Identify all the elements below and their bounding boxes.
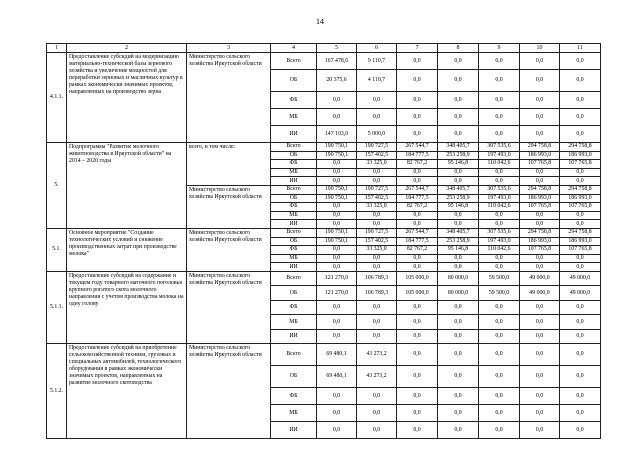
- amount-cell: 105 000,0: [397, 271, 438, 286]
- amount-cell: 33 325,0: [357, 246, 397, 255]
- amount-cell: 190 727,5: [357, 185, 397, 194]
- column-header: 4: [271, 44, 317, 53]
- amount-cell: 0,0: [520, 126, 560, 143]
- column-header: 8: [438, 44, 479, 53]
- amount-cell: 0,0: [479, 263, 520, 272]
- amount-cell: 0,0: [520, 366, 560, 388]
- amount-cell: 82 767,2: [397, 246, 438, 255]
- table-row: [47, 143, 601, 152]
- amount-cell: 0,0: [357, 263, 397, 272]
- amount-cell: 267 544,7: [397, 143, 438, 152]
- amount-cell: 0,0: [520, 92, 560, 109]
- amount-cell: 49 000,0: [520, 271, 560, 286]
- amount-cell: 0,0: [397, 220, 438, 229]
- amount-cell: 0,0: [317, 168, 357, 177]
- amount-cell: 49 000,0: [560, 286, 601, 301]
- amount-cell: 4 110,7: [357, 70, 397, 92]
- funding-source-cell: Всего: [271, 271, 317, 286]
- amount-cell: 348 405,7: [438, 228, 479, 237]
- amount-cell: 0,0: [520, 388, 560, 405]
- amount-cell: 0,0: [520, 220, 560, 229]
- measure-name: Предоставление субсидий на приобретение сельскохозяйственной техники, грузовых и специальных автомобилей, технологического оборудования в рамках экономически значимых проектов, направленных на развитие молочного скотоводства: [67, 344, 187, 439]
- amount-cell: 190 750,1: [317, 194, 357, 203]
- amount-cell: 0,0: [397, 315, 438, 330]
- funding-source-cell: Всего: [271, 344, 317, 366]
- amount-cell: 0,0: [357, 177, 397, 186]
- funding-source-cell: МБ: [271, 109, 317, 126]
- funding-source-cell: ИИ: [271, 263, 317, 272]
- amount-cell: 106 789,3: [357, 286, 397, 301]
- amount-cell: 190 750,1: [317, 228, 357, 237]
- funding-source-cell: ОБ: [271, 366, 317, 388]
- funding-source-cell: ФБ: [271, 203, 317, 212]
- amount-cell: 190 750,1: [317, 185, 357, 194]
- amount-cell: 0,0: [560, 53, 601, 70]
- row-number: 5.1.: [47, 228, 67, 271]
- amount-cell: 110 042,6: [479, 160, 520, 169]
- amount-cell: 0,0: [438, 315, 479, 330]
- amount-cell: 0,0: [560, 405, 601, 422]
- amount-cell: 5 000,0: [357, 126, 397, 143]
- amount-cell: 184 777,5: [397, 194, 438, 203]
- amount-cell: 0,0: [520, 263, 560, 272]
- amount-cell: 0,0: [357, 168, 397, 177]
- amount-cell: 95 146,8: [438, 246, 479, 255]
- amount-cell: 267 544,7: [397, 228, 438, 237]
- amount-cell: 0,0: [438, 329, 479, 344]
- amount-cell: 0,0: [357, 211, 397, 220]
- amount-cell: 0,0: [317, 329, 357, 344]
- amount-cell: 0,0: [560, 329, 601, 344]
- amount-cell: 121 270,0: [317, 286, 357, 301]
- amount-cell: 186 993,0: [520, 151, 560, 160]
- amount-cell: 186 993,0: [560, 194, 601, 203]
- funding-source-cell: ИИ: [271, 177, 317, 186]
- column-header: 9: [479, 44, 520, 53]
- amount-cell: 0,0: [438, 109, 479, 126]
- table-row: [47, 344, 601, 366]
- amount-cell: 307 535,6: [479, 228, 520, 237]
- amount-cell: 0,0: [397, 388, 438, 405]
- amount-cell: 121 270,0: [317, 271, 357, 286]
- amount-cell: 294 758,8: [520, 185, 560, 194]
- amount-cell: 0,0: [357, 422, 397, 439]
- amount-cell: 0,0: [397, 126, 438, 143]
- amount-cell: 186 993,0: [560, 151, 601, 160]
- amount-cell: 9 110,7: [357, 53, 397, 70]
- amount-cell: 190 727,5: [357, 143, 397, 152]
- amount-cell: 0,0: [317, 254, 357, 263]
- funding-source-cell: ОБ: [271, 237, 317, 246]
- row-number: 4.1.1.: [47, 53, 67, 143]
- amount-cell: 0,0: [438, 126, 479, 143]
- funding-source-cell: МБ: [271, 254, 317, 263]
- amount-cell: 0,0: [438, 53, 479, 70]
- amount-cell: 82 767,2: [397, 203, 438, 212]
- measure-name: Предоставление субсидий на содержание и текущем году товарного маточного поголовья крупного рогатого скота молочного направления с учетом производства молока на одну голову: [67, 271, 187, 344]
- amount-cell: 82 767,2: [397, 160, 438, 169]
- amount-cell: 0,0: [520, 344, 560, 366]
- amount-cell: 110 042,6: [479, 246, 520, 255]
- amount-cell: 43 273,2: [357, 344, 397, 366]
- amount-cell: 0,0: [520, 300, 560, 315]
- amount-cell: 0,0: [438, 177, 479, 186]
- measure-name: Основное мероприятие "Создание технологических условий и снижение производственных затрат при производстве молока": [67, 228, 187, 271]
- amount-cell: 0,0: [357, 315, 397, 330]
- amount-cell: 0,0: [520, 315, 560, 330]
- amount-cell: 0,0: [560, 315, 601, 330]
- funding-source-cell: ФБ: [271, 246, 317, 255]
- amount-cell: 0,0: [438, 168, 479, 177]
- amount-cell: 0,0: [520, 177, 560, 186]
- column-header: 3: [187, 44, 271, 53]
- amount-cell: 0,0: [357, 405, 397, 422]
- amount-cell: 0,0: [560, 388, 601, 405]
- amount-cell: 43 273,2: [357, 366, 397, 388]
- amount-cell: 0,0: [438, 92, 479, 109]
- amount-cell: 0,0: [479, 220, 520, 229]
- amount-cell: 294 758,8: [560, 228, 601, 237]
- amount-cell: 20 375,6: [317, 70, 357, 92]
- amount-cell: 186 993,0: [520, 237, 560, 246]
- funding-source-cell: ФБ: [271, 92, 317, 109]
- amount-cell: 110 042,6: [479, 203, 520, 212]
- measure-name: Предоставление субсидий на модернизацию материально-технической базы зернового хозяйства и увеличение мощностей для переработки зерновых и масличных культур в рамках экономически значимых проектов, направленных на производство зерна: [67, 53, 187, 143]
- amount-cell: 0,0: [397, 109, 438, 126]
- table-row: [47, 271, 601, 286]
- funding-source-cell: ОБ: [271, 151, 317, 160]
- executor: Министерство сельского хозяйства Иркутской области: [187, 271, 271, 344]
- amount-cell: 307 535,6: [479, 185, 520, 194]
- amount-cell: 0,0: [317, 92, 357, 109]
- executor: всего, в том числе:: [187, 143, 271, 186]
- amount-cell: 0,0: [520, 70, 560, 92]
- amount-cell: 197 493,0: [479, 194, 520, 203]
- amount-cell: 0,0: [520, 109, 560, 126]
- amount-cell: 0,0: [560, 92, 601, 109]
- amount-cell: 0,0: [479, 177, 520, 186]
- funding-source-cell: ФБ: [271, 388, 317, 405]
- amount-cell: 0,0: [317, 160, 357, 169]
- amount-cell: 107 765,8: [520, 246, 560, 255]
- amount-cell: 0,0: [317, 300, 357, 315]
- amount-cell: 0,0: [479, 254, 520, 263]
- amount-cell: 0,0: [397, 344, 438, 366]
- amount-cell: 190 750,1: [317, 151, 357, 160]
- amount-cell: 0,0: [560, 168, 601, 177]
- amount-cell: 107 765,8: [560, 160, 601, 169]
- row-number: 5.1.2.: [47, 344, 67, 439]
- amount-cell: 0,0: [357, 220, 397, 229]
- amount-cell: 348 405,7: [438, 143, 479, 152]
- amount-cell: 253 258,9: [438, 194, 479, 203]
- amount-cell: 0,0: [317, 177, 357, 186]
- amount-cell: 49 000,0: [560, 271, 601, 286]
- amount-cell: 0,0: [357, 254, 397, 263]
- amount-cell: 0,0: [560, 300, 601, 315]
- amount-cell: 253 258,9: [438, 151, 479, 160]
- column-header: 6: [357, 44, 397, 53]
- amount-cell: 0,0: [479, 422, 520, 439]
- amount-cell: 0,0: [357, 109, 397, 126]
- amount-cell: 0,0: [479, 388, 520, 405]
- amount-cell: 106 789,3: [357, 271, 397, 286]
- amount-cell: 59 500,0: [479, 271, 520, 286]
- amount-cell: 0,0: [317, 220, 357, 229]
- amount-cell: 0,0: [520, 422, 560, 439]
- column-header: 11: [560, 44, 601, 53]
- amount-cell: 0,0: [479, 92, 520, 109]
- executor: Министерство сельского хозяйства Иркутской области: [187, 53, 271, 143]
- amount-cell: 33 325,0: [357, 203, 397, 212]
- table-row: [47, 53, 601, 70]
- amount-cell: 253 258,9: [438, 237, 479, 246]
- amount-cell: 0,0: [560, 263, 601, 272]
- column-header: 10: [520, 44, 560, 53]
- amount-cell: 0,0: [479, 366, 520, 388]
- amount-cell: 184 777,5: [397, 237, 438, 246]
- amount-cell: 0,0: [397, 70, 438, 92]
- amount-cell: 186 993,0: [560, 237, 601, 246]
- amount-cell: 0,0: [438, 70, 479, 92]
- amount-cell: 0,0: [479, 126, 520, 143]
- amount-cell: 107 765,8: [520, 203, 560, 212]
- amount-cell: 0,0: [560, 126, 601, 143]
- amount-cell: 0,0: [520, 329, 560, 344]
- amount-cell: 0,0: [438, 422, 479, 439]
- funding-source-cell: МБ: [271, 405, 317, 422]
- amount-cell: 0,0: [438, 211, 479, 220]
- amount-cell: 157 402,5: [357, 237, 397, 246]
- amount-cell: 0,0: [560, 344, 601, 366]
- funding-source-cell: ОБ: [271, 70, 317, 92]
- amount-cell: 0,0: [438, 263, 479, 272]
- amount-cell: 0,0: [317, 203, 357, 212]
- amount-cell: 190 750,1: [317, 143, 357, 152]
- amount-cell: 0,0: [479, 109, 520, 126]
- amount-cell: 294 758,8: [520, 143, 560, 152]
- measure-name: Подпрограмма "Развитие молочного животноводства в Иркутской области" на 2014 – 2020 годы: [67, 143, 187, 229]
- amount-cell: 0,0: [397, 211, 438, 220]
- amount-cell: 0,0: [397, 92, 438, 109]
- funding-source-cell: ОБ: [271, 286, 317, 301]
- amount-cell: 348 405,7: [438, 185, 479, 194]
- amount-cell: 0,0: [397, 168, 438, 177]
- amount-cell: 147 103,0: [317, 126, 357, 143]
- amount-cell: 0,0: [560, 211, 601, 220]
- amount-cell: 190 727,5: [357, 228, 397, 237]
- amount-cell: 0,0: [520, 211, 560, 220]
- executor: Министерство сельского хозяйства Иркутской области: [187, 228, 271, 271]
- amount-cell: 197 493,0: [479, 151, 520, 160]
- amount-cell: 69 480,1: [317, 344, 357, 366]
- amount-cell: 0,0: [479, 329, 520, 344]
- funding-source-cell: ИИ: [271, 220, 317, 229]
- amount-cell: 0,0: [317, 211, 357, 220]
- amount-cell: 0,0: [438, 254, 479, 263]
- amount-cell: 0,0: [479, 405, 520, 422]
- amount-cell: 0,0: [438, 366, 479, 388]
- funding-source-cell: ИИ: [271, 126, 317, 143]
- amount-cell: 267 544,7: [397, 185, 438, 194]
- amount-cell: 0,0: [397, 263, 438, 272]
- amount-cell: 294 758,8: [560, 185, 601, 194]
- amount-cell: 0,0: [438, 344, 479, 366]
- amount-cell: 190 750,1: [317, 237, 357, 246]
- funding-source-cell: ИИ: [271, 422, 317, 439]
- amount-cell: 0,0: [317, 405, 357, 422]
- amount-cell: 80 000,0: [438, 286, 479, 301]
- amount-cell: 80 000,0: [438, 271, 479, 286]
- executor: Министерство сельского хозяйства Иркутской области: [187, 344, 271, 439]
- amount-cell: 0,0: [438, 220, 479, 229]
- page-number: 14: [316, 17, 324, 26]
- funding-source-cell: Всего: [271, 185, 317, 194]
- amount-cell: 157 402,5: [357, 151, 397, 160]
- funding-source-cell: Всего: [271, 228, 317, 237]
- amount-cell: 0,0: [357, 92, 397, 109]
- amount-cell: 95 146,8: [438, 203, 479, 212]
- executor: Министерство сельского хозяйства Иркутской области: [187, 185, 271, 228]
- amount-cell: 107 765,8: [520, 160, 560, 169]
- amount-cell: 186 993,0: [520, 194, 560, 203]
- amount-cell: 0,0: [357, 300, 397, 315]
- amount-cell: 0,0: [479, 300, 520, 315]
- amount-cell: 184 777,5: [397, 151, 438, 160]
- amount-cell: 105 000,0: [397, 286, 438, 301]
- amount-cell: 0,0: [397, 329, 438, 344]
- amount-cell: 0,0: [438, 405, 479, 422]
- amount-cell: 0,0: [438, 388, 479, 405]
- amount-cell: 0,0: [397, 254, 438, 263]
- amount-cell: 0,0: [317, 315, 357, 330]
- column-header: 5: [317, 44, 357, 53]
- amount-cell: 0,0: [560, 109, 601, 126]
- amount-cell: 0,0: [317, 388, 357, 405]
- funding-source-cell: МБ: [271, 211, 317, 220]
- amount-cell: 0,0: [560, 70, 601, 92]
- row-number: 5.1.1.: [47, 271, 67, 344]
- amount-cell: 0,0: [397, 177, 438, 186]
- budget-table: [46, 43, 601, 439]
- funding-source-cell: МБ: [271, 168, 317, 177]
- amount-cell: 0,0: [357, 329, 397, 344]
- amount-cell: 0,0: [520, 168, 560, 177]
- amount-cell: 107 765,8: [560, 203, 601, 212]
- amount-cell: 0,0: [560, 220, 601, 229]
- amount-cell: 95 146,8: [438, 160, 479, 169]
- amount-cell: 0,0: [479, 168, 520, 177]
- amount-cell: 307 535,6: [479, 143, 520, 152]
- amount-cell: 294 758,8: [560, 143, 601, 152]
- amount-cell: 0,0: [560, 366, 601, 388]
- table-row: [47, 228, 601, 237]
- amount-cell: 294 758,8: [520, 228, 560, 237]
- row-number: 5.: [47, 143, 67, 229]
- funding-source-cell: ФБ: [271, 160, 317, 169]
- amount-cell: 107 765,8: [560, 246, 601, 255]
- amount-cell: 157 402,5: [357, 194, 397, 203]
- amount-cell: 0,0: [560, 177, 601, 186]
- funding-source-cell: Всего: [271, 143, 317, 152]
- amount-cell: 0,0: [397, 53, 438, 70]
- funding-source-cell: МБ: [271, 315, 317, 330]
- amount-cell: 59 500,0: [479, 286, 520, 301]
- amount-cell: 0,0: [397, 366, 438, 388]
- amount-cell: 0,0: [317, 246, 357, 255]
- amount-cell: 69 480,1: [317, 366, 357, 388]
- amount-cell: 49 000,0: [520, 286, 560, 301]
- amount-cell: 0,0: [479, 211, 520, 220]
- funding-source-cell: ОБ: [271, 194, 317, 203]
- amount-cell: 0,0: [357, 388, 397, 405]
- amount-cell: 0,0: [479, 70, 520, 92]
- amount-cell: 33 325,0: [357, 160, 397, 169]
- amount-cell: 0,0: [560, 422, 601, 439]
- amount-cell: 0,0: [397, 300, 438, 315]
- amount-cell: 0,0: [479, 53, 520, 70]
- amount-cell: 0,0: [479, 315, 520, 330]
- amount-cell: 0,0: [317, 263, 357, 272]
- column-header: 2: [67, 44, 187, 53]
- amount-cell: 0,0: [397, 422, 438, 439]
- amount-cell: 0,0: [520, 405, 560, 422]
- amount-cell: 0,0: [438, 300, 479, 315]
- column-header-row: [47, 44, 601, 53]
- amount-cell: 0,0: [397, 405, 438, 422]
- funding-source-cell: ФБ: [271, 300, 317, 315]
- funding-source-cell: Всего: [271, 53, 317, 70]
- amount-cell: 0,0: [317, 422, 357, 439]
- funding-source-cell: ИИ: [271, 329, 317, 344]
- amount-cell: 0,0: [520, 254, 560, 263]
- column-header: 1: [47, 44, 67, 53]
- amount-cell: 0,0: [560, 254, 601, 263]
- amount-cell: 0,0: [520, 53, 560, 70]
- amount-cell: 0,0: [479, 344, 520, 366]
- amount-cell: 0,0: [317, 109, 357, 126]
- column-header: 7: [397, 44, 438, 53]
- amount-cell: 167 478,6: [317, 53, 357, 70]
- amount-cell: 197 493,0: [479, 237, 520, 246]
